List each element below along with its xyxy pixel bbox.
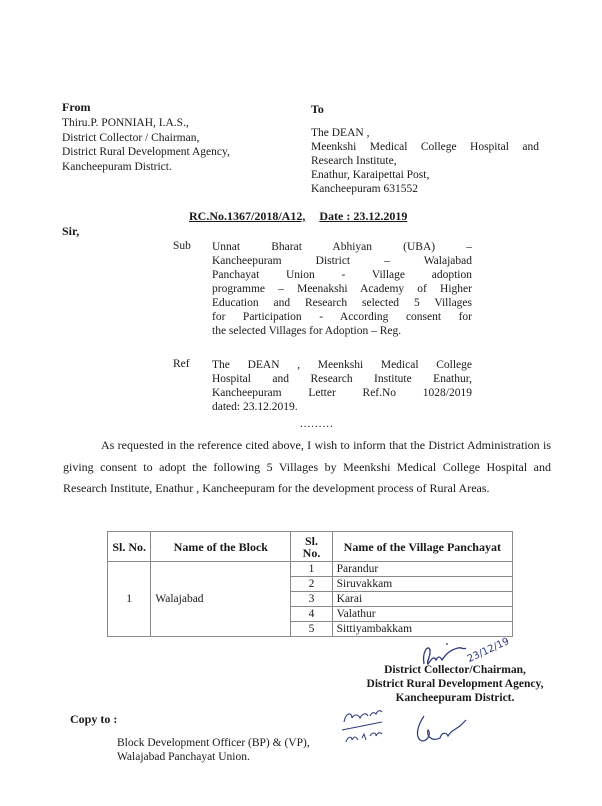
reference-number-line xyxy=(189,209,407,224)
header-village-name: Name of the Village Panchayat xyxy=(332,532,512,562)
reference-text xyxy=(212,358,472,414)
copy-to-line: Block Development Officer (BP) & (VP), xyxy=(117,737,310,749)
reference-line: Kancheepuram Letter Ref.No 1028/2019 xyxy=(212,387,472,399)
sender-address xyxy=(62,116,230,174)
subject-text xyxy=(212,240,472,338)
header-sl-no-2: Sl. No. xyxy=(291,532,332,562)
village-sl-no: 2 xyxy=(291,577,332,592)
reference-line: The DEAN , Meenkshi Medical College xyxy=(212,359,472,371)
village-name: Sittiyambakkam xyxy=(332,622,512,637)
header-sl-no: Sl. No. xyxy=(108,532,151,562)
subject-line: Panchayat Union - Village adoption xyxy=(212,269,472,281)
to-heading: To xyxy=(311,102,324,116)
subject-line: programme – Meenakshi Academy of Higher xyxy=(212,283,472,295)
separator-dots: ......... xyxy=(300,418,334,430)
recipient-line: Kancheepuram 631552 xyxy=(311,183,418,195)
block-name: Walajabad xyxy=(151,562,291,637)
recipient-line: The DEAN , xyxy=(311,127,370,139)
subject-line: the selected Villages for Adoption – Reg. xyxy=(212,325,402,337)
sender-line: Thiru.P. PONNIAH, I.A.S., xyxy=(62,117,189,129)
signatory-line: District Rural Development Agency, xyxy=(366,678,544,690)
reference-line: Hospital and Research Institute Enathur, xyxy=(212,373,472,385)
body-paragraph: As requested in the reference cited above, I wish to inform that the District Administration is giving consent to adopt the following 5 Villages by Meenkshi Medical College Hospital and Research Institute, Enathur , Kancheepuram for the development process of Rural Areas. xyxy=(63,438,551,495)
block-sl-no: 1 xyxy=(108,562,151,637)
signatory-line: Kancheepuram District. xyxy=(395,692,515,704)
signatory-block xyxy=(350,663,560,705)
copy-to-recipient xyxy=(117,736,310,764)
recipient-line: Meenkshi Medical College Hospital and xyxy=(311,141,539,153)
reference-number: RC.No.1367/2018/A12, xyxy=(189,209,306,223)
receipt-initials-stamp xyxy=(340,708,400,748)
sender-line: District Collector / Chairman, xyxy=(62,131,200,144)
villages-table xyxy=(107,531,513,637)
village-name: Siruvakkam xyxy=(332,577,512,592)
village-sl-no: 3 xyxy=(291,592,332,607)
subject-line: Unnat Bharat Abhiyan (UBA) – xyxy=(212,241,472,253)
sender-line: Kancheepuram District. xyxy=(62,160,172,173)
village-name: Parandur xyxy=(332,562,512,577)
village-sl-no: 5 xyxy=(291,622,332,637)
table-row xyxy=(108,562,513,577)
village-sl-no: 1 xyxy=(291,562,332,577)
copy-to-heading: Copy to : xyxy=(70,712,118,726)
recipient-address xyxy=(311,126,539,196)
table-header-row xyxy=(108,532,513,562)
sender-line: District Rural Development Agency, xyxy=(62,146,230,158)
recipient-line: Research Institute, xyxy=(311,155,397,167)
subject-line: Education and Research selected 5 Villages xyxy=(212,297,472,309)
subject-line: Kancheepuram District – Walajabad xyxy=(212,255,472,267)
from-heading: From xyxy=(62,100,91,114)
letter-date: Date : 23.12.2019 xyxy=(319,209,408,223)
village-name: Karai xyxy=(332,592,512,607)
village-sl-no: 4 xyxy=(291,607,332,622)
signatory-line: District Collector/Chairman, xyxy=(384,664,526,676)
village-name: Valathur xyxy=(332,607,512,622)
salutation: Sir, xyxy=(62,224,80,238)
reference-label: Ref xyxy=(173,358,190,370)
reference-line: dated: 23.12.2019. xyxy=(212,401,298,413)
copy-to-line: Walajabad Panchayat Union. xyxy=(117,751,250,763)
signature-handwritten-date: 23/12/19 xyxy=(465,636,512,665)
subject-line: for Participation - According consent for xyxy=(212,311,472,323)
initials-signature xyxy=(410,712,470,748)
subject-label: Sub xyxy=(173,240,191,252)
recipient-line: Enathur, Karaipettai Post, xyxy=(311,169,430,181)
header-block-name: Name of the Block xyxy=(151,532,291,562)
